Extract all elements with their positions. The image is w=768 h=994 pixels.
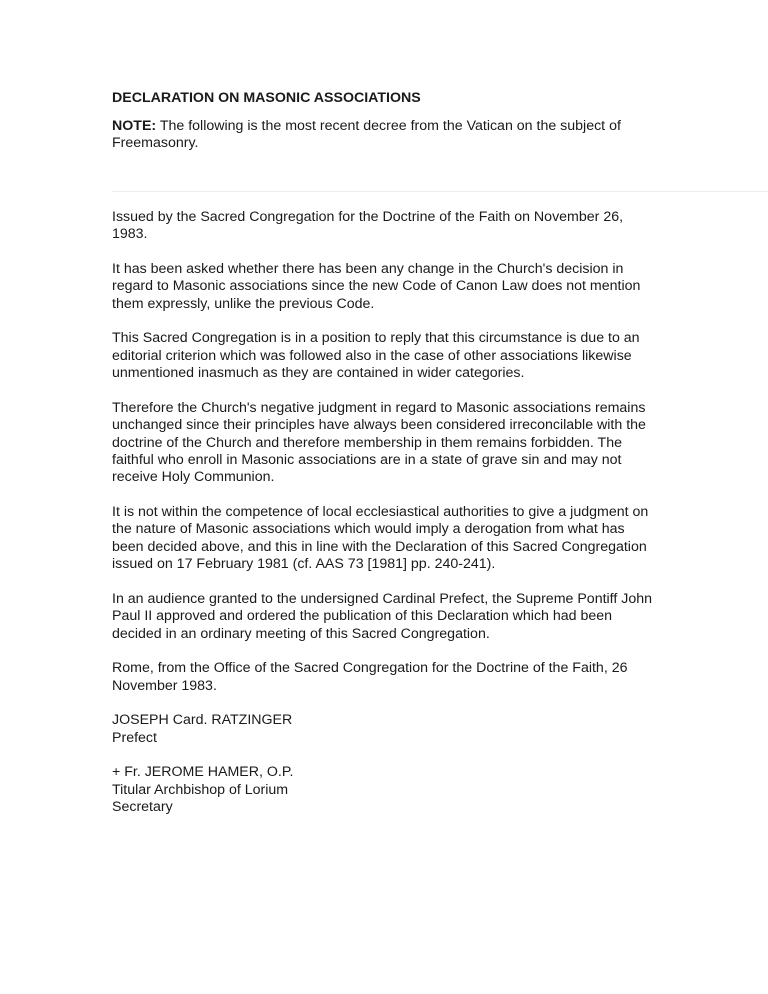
signatory-prefect-name: JOSEPH Card. RATZINGER	[112, 712, 293, 729]
signatory-secretary-name: + Fr. JEROME HAMER, O.P.	[112, 764, 294, 781]
paragraph-reply: This Sacred Congregation is in a position to reply that this circumstance is due to an editorial criterion which was followed also in the case of other associations likewise unmentioned inasmuch as they are contained in wider categories.	[112, 330, 640, 382]
paragraph-issued: Issued by the Sacred Congregation for the Doctrine of the Faith on November 26, 1983.	[112, 209, 624, 243]
signatory-secretary-title: Titular Archbishop of Lorium	[112, 781, 289, 798]
note-paragraph	[112, 118, 660, 153]
note-label: NOTE:	[112, 118, 157, 134]
signatory-secretary	[112, 764, 660, 816]
paragraph-approval: In an audience granted to the undersigned Cardinal Prefect, the Supreme Pontiff John Paul II approved and ordered the publication of this Declaration which had been decided in an ordinary meeting of this Sacred Congregation.	[112, 590, 653, 642]
paragraph-competence: It is not within the competence of local ecclesiastical authorities to give a judgment on the nature of Masonic associations which would imply a derogation from what has been decided above, and this in line with the Declaration of this Sacred Congregation issued on 17 February 1981 (cf. AAS 73 [1981] pp. 240-241).	[112, 504, 649, 573]
paragraph-judgment: Therefore the Church's negative judgment in regard to Masonic associations remains unchanged since their principles have always been considered irreconcilable with the doctrine of the Church and therefore membership in them remains forbidden. The faithful who enroll in Masonic associations are in a state of grave sin and may not receive Holy Communion.	[112, 399, 646, 486]
document-title: DECLARATION ON MASONIC ASSOCIATIONS	[112, 90, 421, 106]
signatory-secretary-role: Secretary	[112, 799, 173, 816]
note-text: The following is the most recent decree from the Vatican on the subject of Freemasonry.	[112, 118, 621, 152]
horizontal-divider	[112, 191, 768, 192]
document-body	[112, 209, 660, 834]
paragraph-place-date: Rome, from the Office of the Sacred Congregation for the Doctrine of the Faith, 26 November 1983.	[112, 660, 628, 694]
signatory-prefect	[112, 712, 660, 747]
signatory-prefect-role: Prefect	[112, 729, 157, 746]
signature-block	[112, 712, 660, 816]
document-header	[112, 90, 660, 153]
paragraph-question: It has been asked whether there has been any change in the Church's decision in regard to Masonic associations since the new Code of Canon Law does not mention them expressly, unlike the previous Code.	[112, 261, 641, 312]
